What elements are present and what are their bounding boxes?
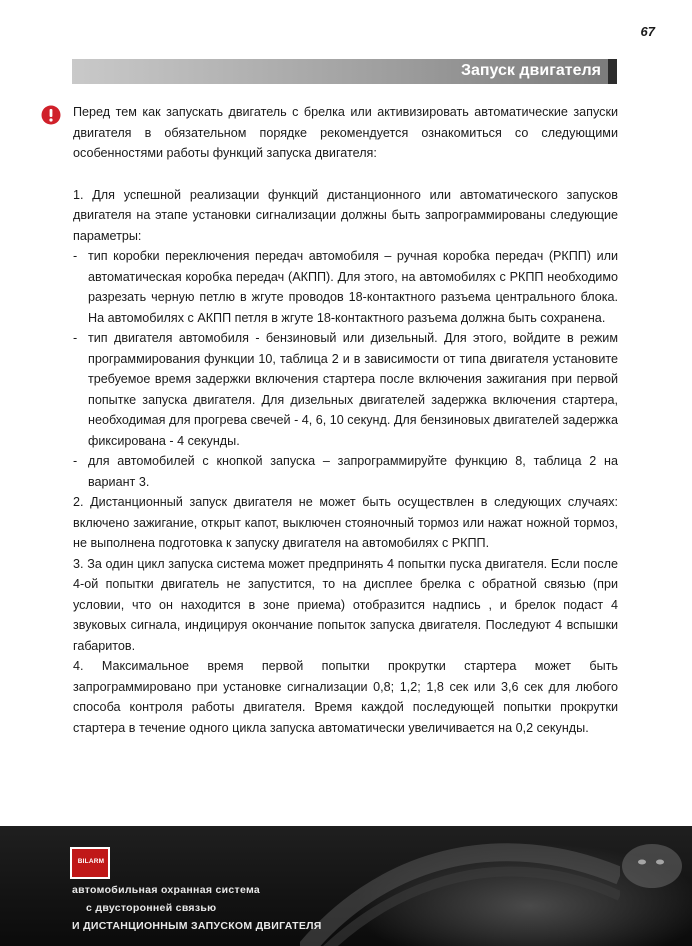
exclamation-circle-icon — [41, 105, 61, 125]
slogan-line-1: автомобильная охранная система — [72, 884, 261, 896]
section-title-bar — [72, 59, 617, 84]
item-4-paragraph: 4. Максимальное время первой попытки прокрутки стартера может быть запрограммировано при установке сигнализации 0,8; 1,2; 1,8 сек или 3,6 сек для любого способа контроля работы двигателя. Время каждой последующей попытки прокрутки стартера в течение одного цикла запуска автоматически увеличивается на 0,2 секунды. — [73, 659, 618, 735]
footer-swoosh-graphic — [300, 826, 620, 946]
intro-paragraph: Перед тем как запускать двигатель с брелка или активизировать автоматические запуски двигателя в обязательном порядке рекомендуется ознакомиться со следующими особенностями работы функций запуска двигателя: — [73, 105, 618, 160]
section-title: Запуск двигателя — [460, 62, 601, 79]
item-1-paragraph: 1. Для успешной реализации функций дистанционного или автоматического запусков двигателя на этапе установки сигнализации должны быть запрограммированы следующие параметры: — [73, 187, 618, 243]
item-1-bullet-start-button: - для автомобилей с кнопкой запуска – запрограммируйте функцию 8, таблица 2 на вариант 3. — [73, 451, 618, 492]
item-3-paragraph: 3. За один цикл запуска система может предпринять 4 попытки пуска двигателя. Если после 4-ой попытки двигатель не запустится, то на дисплее брелка с обратной связью (при условии, что он находится в зоне приема) отобразится надпись , и брелок подаст 4 звуковых сигнала, индицируя окончание попыток запуска двигателя. Последуют 4 вспышки габаритов. — [73, 556, 618, 653]
title-bar-cap — [608, 59, 617, 84]
bilarm-logo — [70, 847, 110, 879]
panther-head-graphic — [612, 836, 687, 896]
slogan-line-3: И ДИСТАНЦИОННЫМ ЗАПУСКОМ ДВИГАТЕЛЯ — [72, 920, 322, 932]
logo-text: BILARM — [77, 858, 105, 865]
page-number: 67 — [640, 24, 655, 39]
item-1-bullet-gearbox: - тип коробки переключения передач автомобиля – ручная коробка передач (РКПП) или автоматическая коробка передач (АКПП). Для этого, на автомобилях с РКПП необходимо разрезать черную петлю в жгуте проводов 18-контактного разъема центрального блока. На автомобилях с АКПП петля в жгуте 18-контактного разъема должна быть сохранена. — [73, 246, 618, 328]
item-2-paragraph: 2. Дистанционный запуск двигателя не может быть осуществлен в следующих случаях: включено зажигание, открыт капот, выключен стояночный тормоз или нажат ножной тормоз, не выполнена подготовка к запуску двигателя на автомобилях с РКПП. — [73, 495, 618, 550]
slogan-line-2: с двусторонней связью — [86, 902, 217, 914]
main-content — [73, 102, 618, 738]
item-1-bullet-engine-type: - тип двигателя автомобиля - бензиновый или дизельный. Для этого, войдите в режим программирования функции 10, таблица 2 и в зависимости от типа двигателя установите требуемое время задержки включения стартера после включения зажигания при первой попытке запуска двигателя. Для дизельных двигателей задержка включения стартера, необходимая для прогрева свечей - 4, 6, 10 секунд. Для бензиновых двигателей задержка фиксирована - 4 секунды. — [73, 328, 618, 451]
footer-banner — [0, 826, 692, 946]
